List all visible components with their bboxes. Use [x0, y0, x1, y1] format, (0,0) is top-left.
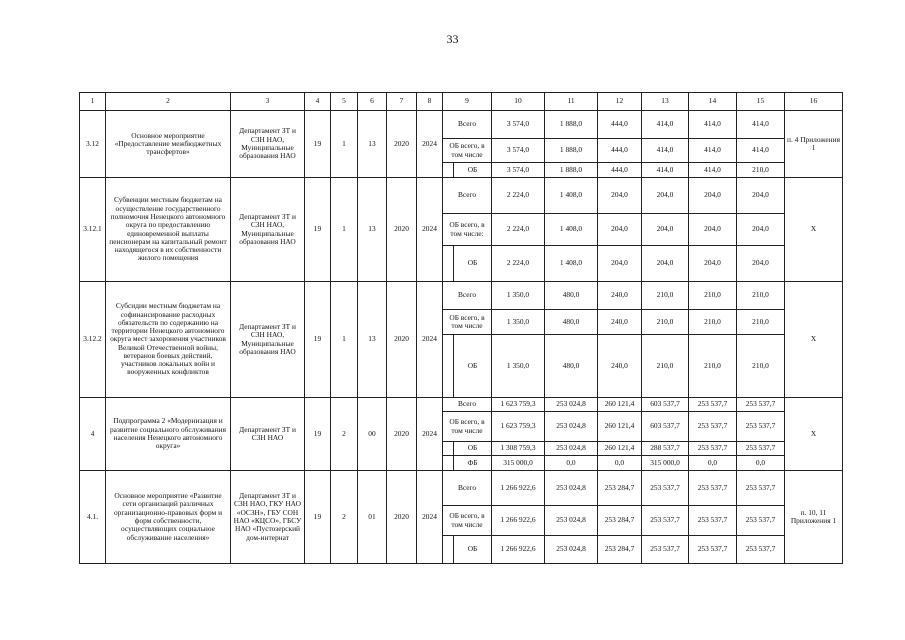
col-header: 1	[80, 93, 106, 111]
section-c6: 13	[358, 178, 387, 282]
value-cell: 1 350,0	[492, 310, 545, 335]
value-cell: 1 888,0	[545, 163, 598, 178]
section-c8: 2024	[417, 111, 443, 178]
value-cell: 414,0	[689, 163, 737, 178]
value-cell: 204,0	[598, 178, 642, 214]
value-cell: 260 121,4	[598, 398, 642, 412]
value-cell: 210,0	[689, 282, 737, 310]
col-header: 2	[106, 93, 231, 111]
value-cell: 253 537,7	[642, 506, 689, 536]
value-cell: 253 537,7	[737, 442, 785, 456]
value-cell: 210,0	[642, 310, 689, 335]
section-executor: Департамент ЗТ и СЗН НАО, Муниципальные образования НАО	[231, 178, 305, 282]
value-cell: 253 537,7	[737, 471, 785, 506]
value-cell: 1 623 759,3	[492, 412, 545, 442]
value-cell: 204,0	[737, 214, 785, 246]
value-cell: 288 537,7	[642, 442, 689, 456]
section-c4: 19	[305, 398, 331, 471]
value-cell: 210,0	[737, 163, 785, 178]
value-cell: 253 024,8	[545, 442, 598, 456]
section-c4: 19	[305, 282, 331, 398]
row-label: ОБ	[454, 335, 492, 398]
value-cell: 253 537,7	[689, 398, 737, 412]
value-cell: 253 284,7	[598, 506, 642, 536]
value-cell: 253 537,7	[737, 412, 785, 442]
value-cell: 240,0	[598, 282, 642, 310]
section-code: 3.12.2	[80, 282, 106, 398]
section-executor: Департамент ЗТ и СЗН НАО, Муниципальные образования НАО	[231, 282, 305, 398]
section-c8: 2024	[417, 178, 443, 282]
budget-table	[79, 92, 843, 564]
row-label: ОБ	[454, 246, 492, 282]
table-row	[80, 111, 843, 139]
value-cell: 315 000,0	[492, 456, 545, 471]
row-label: ФБ	[454, 456, 492, 471]
value-cell: 414,0	[689, 111, 737, 139]
section-note: п. 4 Приложения 1	[785, 111, 843, 178]
row-label: ОБ всего, в том числе	[443, 310, 492, 335]
col-header: 15	[737, 93, 785, 111]
table-row	[80, 398, 843, 412]
value-cell: 253 537,7	[737, 506, 785, 536]
value-cell: 1 350,0	[492, 335, 545, 398]
value-cell: 3 574,0	[492, 111, 545, 139]
value-cell: 204,0	[689, 178, 737, 214]
header-row	[80, 93, 843, 111]
table-row	[80, 282, 843, 310]
row-label: Всего	[443, 398, 492, 412]
row-label: ОБ	[454, 163, 492, 178]
value-cell: 480,0	[545, 335, 598, 398]
value-cell: 0,0	[598, 456, 642, 471]
section-code: 3.12	[80, 111, 106, 178]
value-cell: 414,0	[642, 139, 689, 163]
section-name: Субсидии местным бюджетам на софинансирование расходных обязательств по содержанию на территории Ненецкого автономного округа мест захоронения участников Великой Отечественной войны, ветеранов боевых действий, участников локальных войн и вооруженных конфликтов	[106, 282, 231, 398]
value-cell: 2 224,0	[492, 214, 545, 246]
value-cell: 253 537,7	[642, 471, 689, 506]
value-cell: 204,0	[598, 246, 642, 282]
col-header: 8	[417, 93, 443, 111]
value-cell: 0,0	[737, 456, 785, 471]
section-name: Подпрограмма 2 «Модернизация и развитие социального обслуживания населения Ненецкого автономного округа»	[106, 398, 231, 471]
value-cell: 3 574,0	[492, 163, 545, 178]
value-cell: 253 024,8	[545, 398, 598, 412]
section-c5: 2	[331, 398, 358, 471]
value-cell: 253 284,7	[598, 536, 642, 564]
value-cell: 444,0	[598, 139, 642, 163]
value-cell: 210,0	[642, 282, 689, 310]
value-cell: 1 888,0	[545, 139, 598, 163]
section-c6: 13	[358, 111, 387, 178]
value-cell: 2 224,0	[492, 246, 545, 282]
value-cell: 1 623 759,3	[492, 398, 545, 412]
col-header: 7	[387, 93, 417, 111]
section-note: X	[785, 282, 843, 398]
value-cell: 210,0	[689, 310, 737, 335]
col-header: 3	[231, 93, 305, 111]
table-row	[80, 178, 843, 214]
value-cell: 414,0	[737, 139, 785, 163]
section-c6: 13	[358, 282, 387, 398]
section-c4: 19	[305, 178, 331, 282]
value-cell: 204,0	[642, 246, 689, 282]
col-header: 13	[642, 93, 689, 111]
value-cell: 204,0	[737, 246, 785, 282]
value-cell: 480,0	[545, 310, 598, 335]
value-cell: 1 408,0	[545, 246, 598, 282]
col-header: 12	[598, 93, 642, 111]
value-cell: 210,0	[689, 335, 737, 398]
section-c5: 2	[331, 471, 358, 564]
value-cell: 1 408,0	[545, 214, 598, 246]
value-cell: 315 000,0	[642, 456, 689, 471]
value-cell: 414,0	[642, 163, 689, 178]
value-cell: 414,0	[737, 111, 785, 139]
page-number: 33	[446, 32, 459, 46]
value-cell: 414,0	[689, 139, 737, 163]
value-cell: 603 537,7	[642, 412, 689, 442]
value-cell: 204,0	[642, 178, 689, 214]
value-cell: 210,0	[737, 282, 785, 310]
section-c7: 2020	[387, 398, 417, 471]
value-cell: 0,0	[545, 456, 598, 471]
section-c4: 19	[305, 111, 331, 178]
value-cell: 210,0	[737, 310, 785, 335]
value-cell: 204,0	[737, 178, 785, 214]
value-cell: 204,0	[642, 214, 689, 246]
section-note: X	[785, 178, 843, 282]
value-cell: 260 121,4	[598, 442, 642, 456]
value-cell: 1 888,0	[545, 111, 598, 139]
section-code: 4	[80, 398, 106, 471]
row-label: ОБ	[454, 536, 492, 564]
section-code: 4.1.	[80, 471, 106, 564]
section-name: Основное мероприятие «Развитие сети организаций различных организационно-правовых форм и форм собственности, осуществляющих социальное обслуживание населения»	[106, 471, 231, 564]
section-c7: 2020	[387, 282, 417, 398]
value-cell: 253 537,7	[689, 506, 737, 536]
row-label: Всего	[443, 111, 492, 139]
col-header: 4	[305, 93, 331, 111]
table-row	[80, 471, 843, 506]
row-label: Всего	[443, 471, 492, 506]
value-cell: 253 537,7	[737, 536, 785, 564]
col-header: 16	[785, 93, 843, 111]
section-name: Субвенции местным бюджетам на осуществление государственного полномочия Ненецкого автономного округа по предоставлению единовременной выплаты пенсионерам на капитальный ремонт находящегося в их собственности жилого помещения	[106, 178, 231, 282]
row-label: ОБ	[454, 442, 492, 456]
section-c8: 2024	[417, 282, 443, 398]
section-note: X	[785, 398, 843, 471]
value-cell: 253 537,7	[642, 536, 689, 564]
value-cell: 3 574,0	[492, 139, 545, 163]
value-cell: 253 024,8	[545, 412, 598, 442]
section-note: п. 10, 11 Приложения 1	[785, 471, 843, 564]
col-header: 5	[331, 93, 358, 111]
value-cell: 253 024,8	[545, 506, 598, 536]
section-executor: Департамент ЗТ и СЗН НАО	[231, 398, 305, 471]
value-cell: 1 308 759,3	[492, 442, 545, 456]
section-c8: 2024	[417, 398, 443, 471]
section-c6: 00	[358, 398, 387, 471]
section-executor: Департамент ЗТ и СЗН НАО, ГКУ НАО «ОСЗН», ГБУ СОН НАО «КЦСО», ГБСУ НАО «Пустозерский дом-интернат	[231, 471, 305, 564]
value-cell: 240,0	[598, 310, 642, 335]
value-cell: 253 284,7	[598, 471, 642, 506]
row-label: ОБ всего, в том числе:	[443, 214, 492, 246]
section-c8: 2024	[417, 471, 443, 564]
value-cell: 253 537,7	[689, 536, 737, 564]
value-cell: 210,0	[642, 335, 689, 398]
value-cell: 253 537,7	[689, 412, 737, 442]
value-cell: 204,0	[689, 246, 737, 282]
row-label: ОБ всего, в том числе	[443, 139, 492, 163]
value-cell: 480,0	[545, 282, 598, 310]
value-cell: 1 408,0	[545, 178, 598, 214]
value-cell: 253 537,7	[737, 398, 785, 412]
section-c7: 2020	[387, 111, 417, 178]
value-cell: 1 266 922,6	[492, 471, 545, 506]
value-cell: 444,0	[598, 111, 642, 139]
row-label: ОБ всего, в том числе	[443, 506, 492, 536]
value-cell: 1 350,0	[492, 282, 545, 310]
row-label: Всего	[443, 282, 492, 310]
value-cell: 253 024,8	[545, 536, 598, 564]
value-cell: 603 537,7	[642, 398, 689, 412]
col-header: 10	[492, 93, 545, 111]
section-c4: 19	[305, 471, 331, 564]
section-c5: 1	[331, 111, 358, 178]
value-cell: 1 266 922,6	[492, 506, 545, 536]
row-label: ОБ всего, в том числе	[443, 412, 492, 442]
value-cell: 240,0	[598, 335, 642, 398]
section-c7: 2020	[387, 471, 417, 564]
value-cell: 204,0	[689, 214, 737, 246]
section-name: Основное мероприятие «Предоставление межбюджетных трансфертов»	[106, 111, 231, 178]
value-cell: 0,0	[689, 456, 737, 471]
col-header: 6	[358, 93, 387, 111]
row-label: Всего	[443, 178, 492, 214]
value-cell: 253 537,7	[689, 471, 737, 506]
value-cell: 253 537,7	[689, 442, 737, 456]
col-header: 11	[545, 93, 598, 111]
section-executor: Департамент ЗТ и СЗН НАО, Муниципальные образования НАО	[231, 111, 305, 178]
value-cell: 253 024,8	[545, 471, 598, 506]
col-header: 9	[443, 93, 492, 111]
value-cell: 1 266 922,6	[492, 536, 545, 564]
value-cell: 260 121,4	[598, 412, 642, 442]
value-cell: 2 224,0	[492, 178, 545, 214]
value-cell: 210,0	[737, 335, 785, 398]
section-c6: 01	[358, 471, 387, 564]
value-cell: 444,0	[598, 163, 642, 178]
col-header: 14	[689, 93, 737, 111]
section-c7: 2020	[387, 178, 417, 282]
section-c5: 1	[331, 282, 358, 398]
value-cell: 414,0	[642, 111, 689, 139]
value-cell: 204,0	[598, 214, 642, 246]
section-c5: 1	[331, 178, 358, 282]
section-code: 3.12.1	[80, 178, 106, 282]
